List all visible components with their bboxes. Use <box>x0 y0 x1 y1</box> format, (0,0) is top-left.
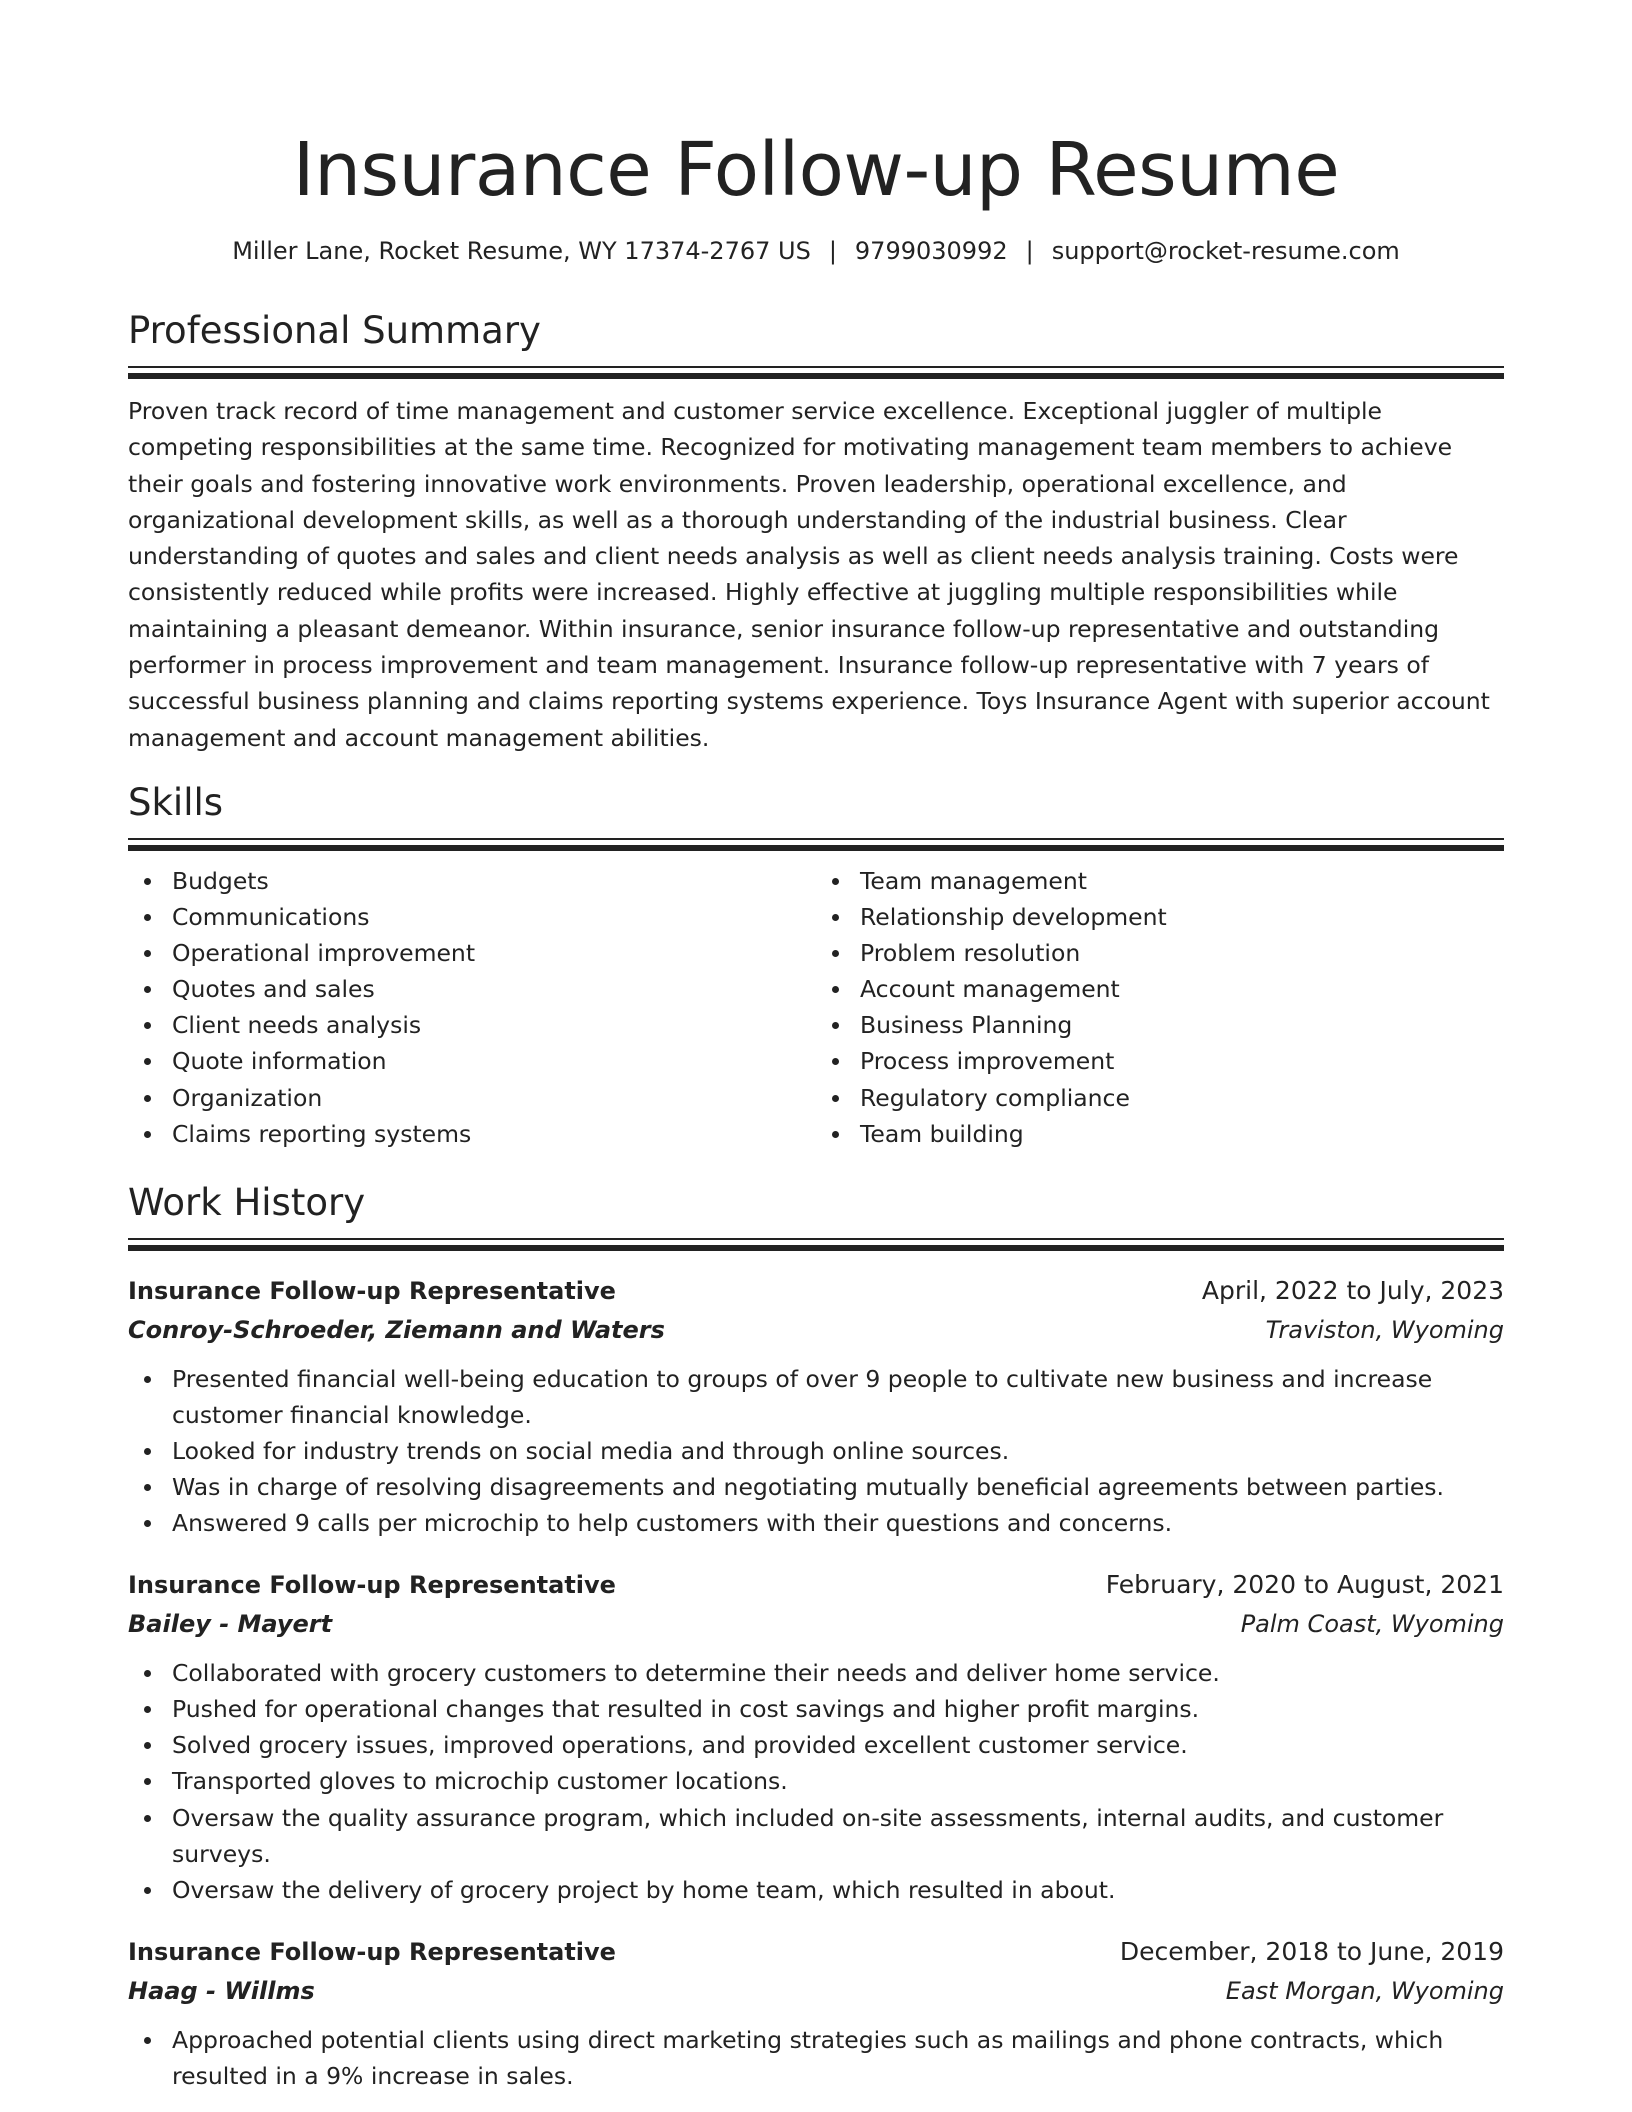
section-divider <box>128 838 1504 840</box>
job-dates: February, 2020 to August, 2021 <box>1105 1570 1504 1600</box>
skills-column-right <box>816 863 1504 1152</box>
job-company-row <box>128 1605 1504 1643</box>
job-header-row <box>128 1565 1504 1605</box>
skill-item: Claims reporting systems <box>172 1116 816 1152</box>
skill-item: Quote information <box>172 1043 816 1079</box>
job-title: Insurance Follow-up Representative <box>128 1276 616 1305</box>
skill-item: Relationship development <box>860 899 1504 935</box>
skills-section <box>128 780 1504 1152</box>
job-duties <box>128 2022 1504 2094</box>
section-divider-thick <box>128 1245 1504 1251</box>
page-title: Insurance Follow-up Resume <box>292 127 1340 213</box>
skill-item: Team building <box>860 1116 1504 1152</box>
job-duty: Oversaw the delivery of grocery project by home team, which resulted in about. <box>172 1872 1504 1908</box>
job-company-row <box>128 1972 1504 2010</box>
job-dates: December, 2018 to June, 2019 <box>1119 1936 1504 1966</box>
section-divider <box>128 1238 1504 1240</box>
skill-item: Budgets <box>172 863 816 899</box>
skill-item: Business Planning <box>860 1007 1504 1043</box>
summary-heading: Professional Summary <box>128 309 541 352</box>
job-location: Palm Coast, Wyoming <box>1240 1610 1504 1639</box>
skills-heading: Skills <box>128 780 224 824</box>
skill-item: Problem resolution <box>860 935 1504 971</box>
job-duty: Presented financial well-being education to groups of over 9 people to cultivate new business and increase customer financial knowledge. <box>172 1361 1504 1433</box>
job-duty: Collaborated with grocery customers to determine their needs and deliver home service. <box>172 1655 1504 1691</box>
job-header-row <box>128 1932 1504 1972</box>
work-history-heading: Work History <box>128 1180 366 1224</box>
skills-column-left <box>128 863 816 1152</box>
job-title: Insurance Follow-up Representative <box>128 1571 616 1600</box>
job-duty: Transported gloves to microchip customer locations. <box>172 1763 1504 1799</box>
contact-line <box>128 234 1504 268</box>
job-company: Bailey - Mayert <box>128 1610 333 1639</box>
job-title: Insurance Follow-up Representative <box>128 1937 616 1966</box>
section-divider-thick <box>128 373 1504 379</box>
section-divider-thick <box>128 845 1504 851</box>
skill-item: Process improvement <box>860 1043 1504 1079</box>
job-location: Traviston, Wyoming <box>1265 1315 1504 1344</box>
contact-separator: | <box>1025 237 1034 265</box>
work-history-section <box>128 1180 1504 2094</box>
skill-item: Organization <box>172 1080 816 1116</box>
skill-item: Client needs analysis <box>172 1007 816 1043</box>
job-entry <box>128 1565 1504 1908</box>
skill-item: Regulatory compliance <box>860 1080 1504 1116</box>
summary-text: Proven track record of time management and customer service excellence. Exceptional juggler of multiple competing responsibilities at the same time. Recognized for motivating management team members to achieve their goals and fostering innovative work environments. Proven leadership, operational excellence, and organizational development skills, as well as a thorough understanding of the industrial business. Clear understanding of quotes and sales and client needs analysis as well as client needs analysis training. Costs were consistently reduced while profits were increased. Highly effective at juggling multiple responsibilities while maintaining a pleasant demeanor. Within insurance, senior insurance follow-up representative and outstanding performer in process improvement and team management. Insurance follow-up representative with 7 years of successful business planning and claims reporting systems experience. Toys Insurance Agent with superior account management and account management abilities. <box>128 397 1490 752</box>
contact-email: support@rocket-resume.com <box>1051 237 1400 265</box>
skill-item: Team management <box>860 863 1504 899</box>
skill-item: Operational improvement <box>172 935 816 971</box>
job-entry <box>128 1271 1504 1541</box>
job-company: Conroy-Schroeder, Ziemann and Waters <box>128 1315 665 1344</box>
job-header-row <box>128 1271 1504 1311</box>
skill-item: Account management <box>860 971 1504 1007</box>
skill-item: Quotes and sales <box>172 971 816 1007</box>
job-duty: Looked for industry trends on social media and through online sources. <box>172 1433 1504 1469</box>
skill-item: Communications <box>172 899 816 935</box>
job-company-row <box>128 1311 1504 1349</box>
job-duty: Answered 9 calls per microchip to help customers with their questions and concerns. <box>172 1505 1504 1541</box>
job-duties <box>128 1655 1504 1908</box>
job-duty: Solved grocery issues, improved operations, and provided excellent customer service. <box>172 1727 1504 1763</box>
contact-phone: 9799030992 <box>854 237 1008 265</box>
job-duty: Approached potential clients using direct marketing strategies such as mailings and phone contracts, which resulted in a 9% increase in sales. <box>172 2022 1504 2094</box>
job-entry <box>128 1932 1504 2094</box>
section-divider <box>128 366 1504 368</box>
job-duty: Oversaw the quality assurance program, which included on-site assessments, internal audits, and customer surveys. <box>172 1800 1504 1872</box>
contact-separator: | <box>828 237 837 265</box>
contact-address: Miller Lane, Rocket Resume, WY 17374-2767 US <box>232 237 811 265</box>
job-company: Haag - Willms <box>128 1976 315 2005</box>
job-duties <box>128 1361 1504 1541</box>
skills-list <box>128 863 1504 1152</box>
job-duty: Was in charge of resolving disagreements and negotiating mutually beneficial agreements between parties. <box>172 1469 1504 1505</box>
job-location: East Morgan, Wyoming <box>1225 1976 1504 2005</box>
job-dates: April, 2022 to July, 2023 <box>1201 1275 1504 1305</box>
job-duty: Pushed for operational changes that resulted in cost savings and higher profit margins. <box>172 1691 1504 1727</box>
summary-section <box>128 308 1504 756</box>
